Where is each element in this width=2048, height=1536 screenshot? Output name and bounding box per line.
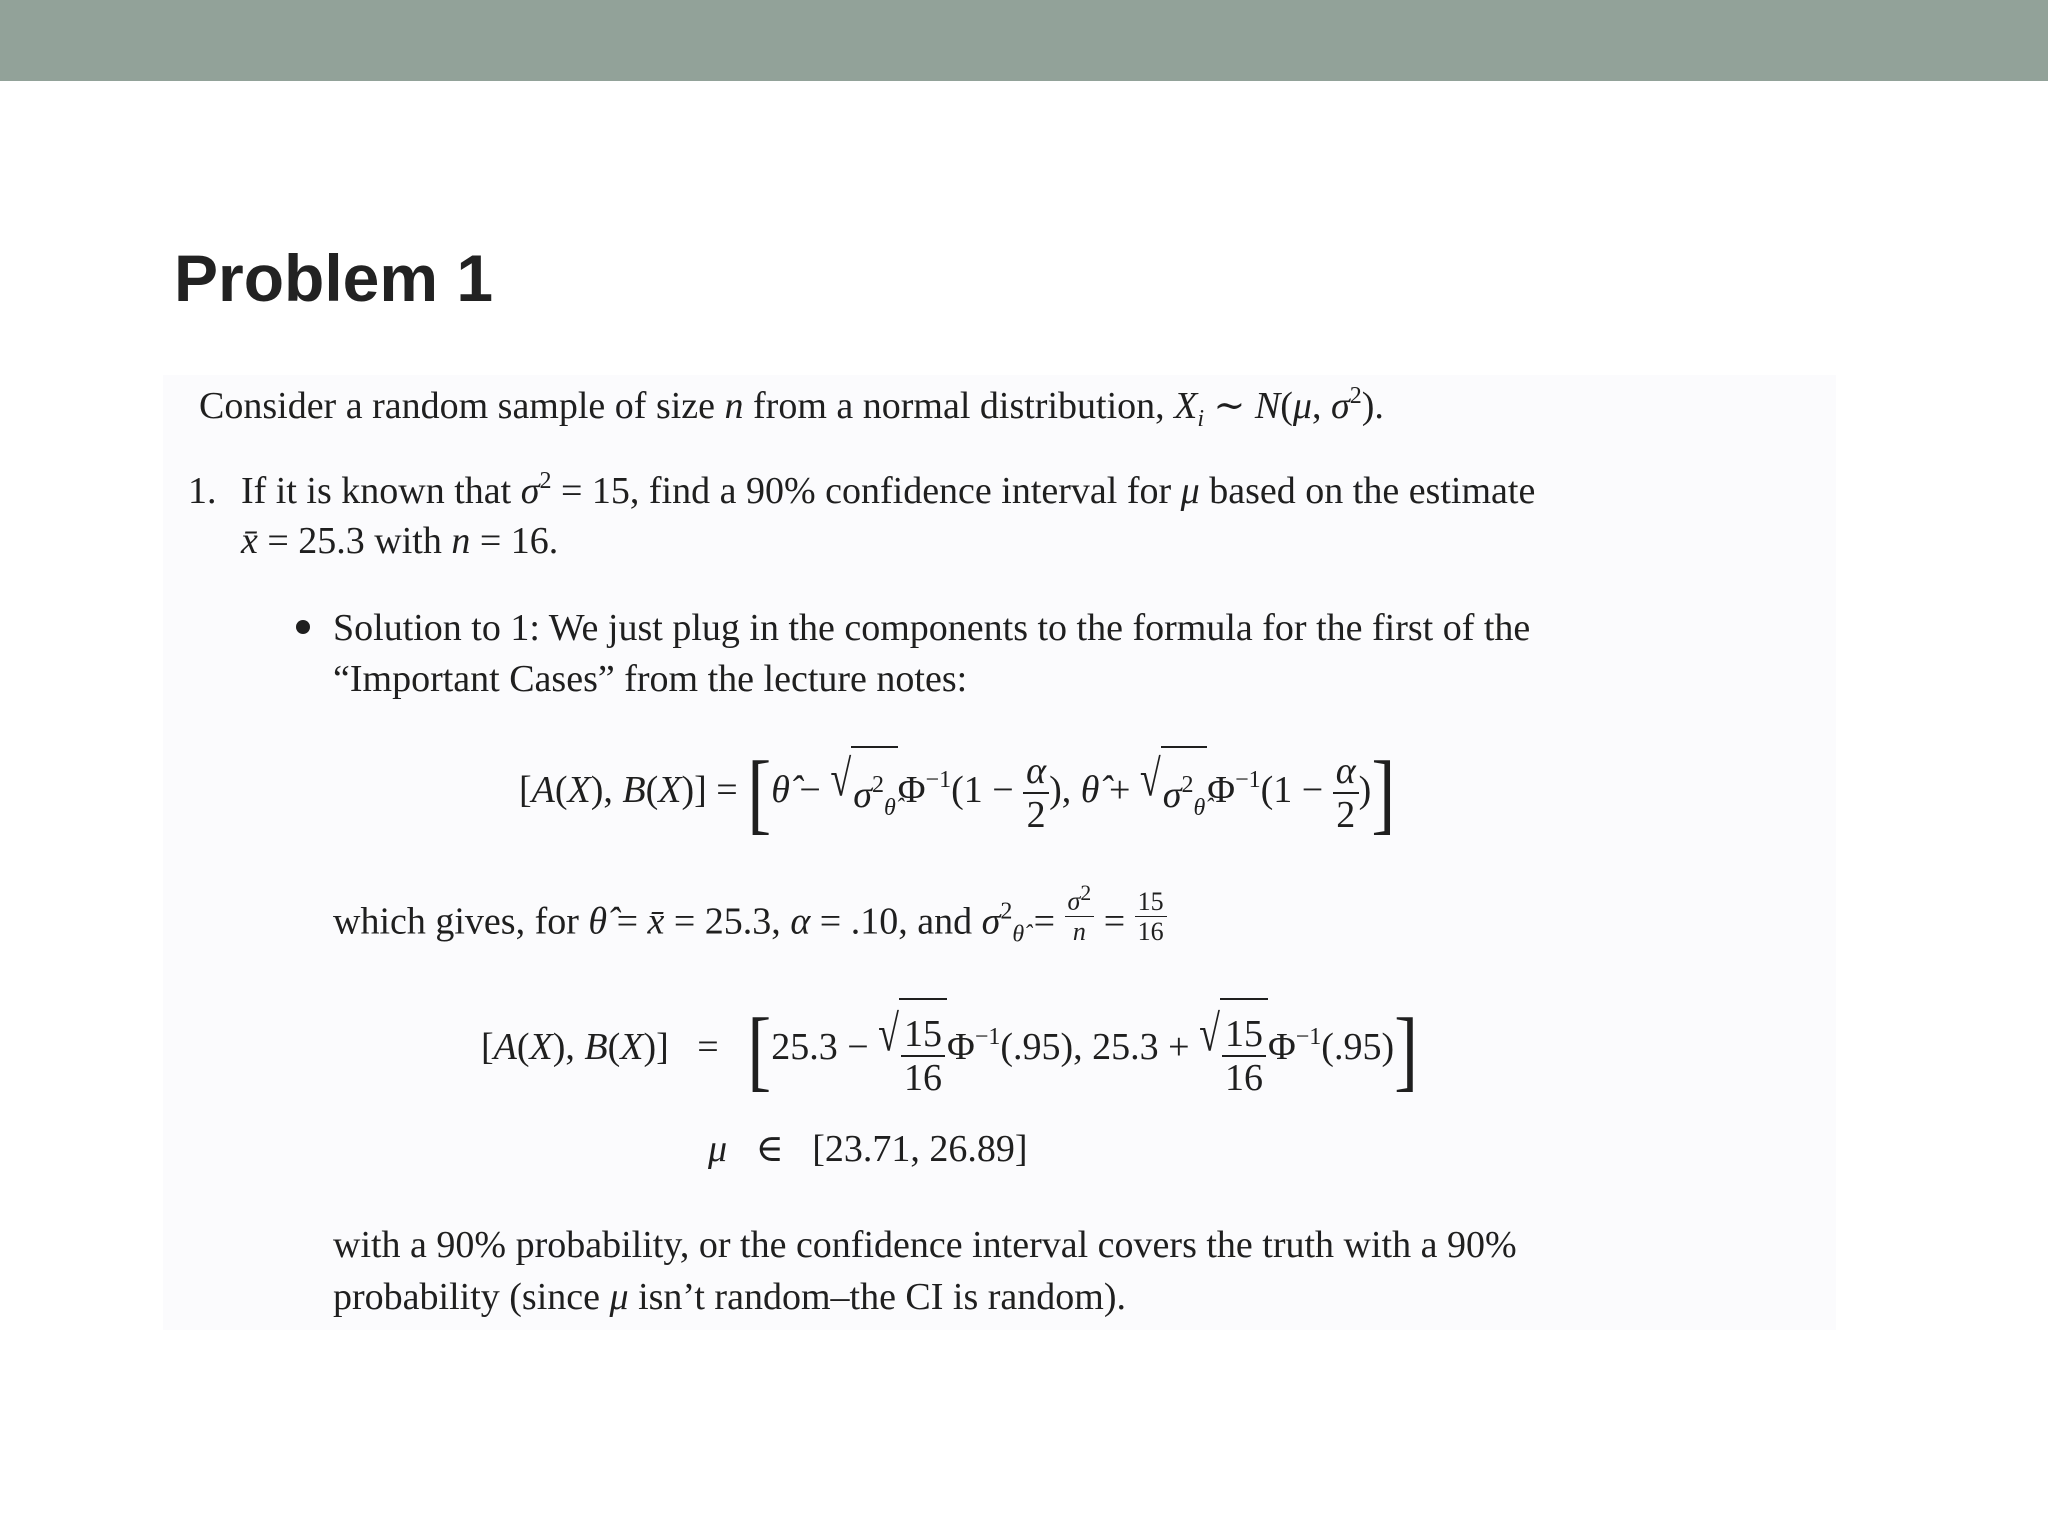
result-line: μ ∈ [23.71, 26.89] [708,1128,1028,1170]
slide-title: Problem 1 [174,241,494,315]
solution-line-1: Solution to 1: We just plug in the components to the formula for the first of the [333,607,1531,649]
conclusion-line-1: with a 90% probability, or the confidence interval covers the truth with a 90% [333,1224,1517,1266]
applied-formula: [A(X), B(X)] = [25.3 − √ $\frac{15}{16}$ $\Phi^{-1}(.95)$, 25.3 + √ $\frac{15}{16}$ $\Phi^{-1}(.95)$] [481,1000,1419,1101]
question-line-1: If it is known that $\sigma^2 = 15$, find a 90% confidence interval for μ based on the estimate [241,468,1536,512]
conclusion-line-2: probability (since μ isn’t random–the CI is random). [333,1276,1127,1318]
bullet-icon [296,620,310,634]
header-band [0,0,2048,81]
problem-intro: Consider a random sample of size n from a normal distribution, $X_i$ ∼ N(μ, $\sigma^2$). [199,383,1384,432]
question-line-2: x̄ = 25.3 with n = 16. [241,520,559,562]
question-number: 1. [188,470,217,512]
solution-line-2: “Important Cases” from the lecture notes: [333,658,968,700]
general-formula: [A(X), B(X)] = [θ̂ − $√\sigma^2_{\thetâ}\Phi^{-1}(1$ − $\frac{\alpha}{2}$ ), θ̂ + $√\sigma^2_{\thetâ}\Phi^{-1}(1$ − $\frac{\alpha}{2}$ )] [519,743,1396,844]
which-gives-line: which gives, for θ̂ = x̄ = 25.3, α = .10, and $\sigma^2_{\thetâ}$ = $\frac{\sigma^2}{n}$ = $\frac{15}{16}$ [333,883,1167,952]
problem-figure [163,375,1836,1330]
